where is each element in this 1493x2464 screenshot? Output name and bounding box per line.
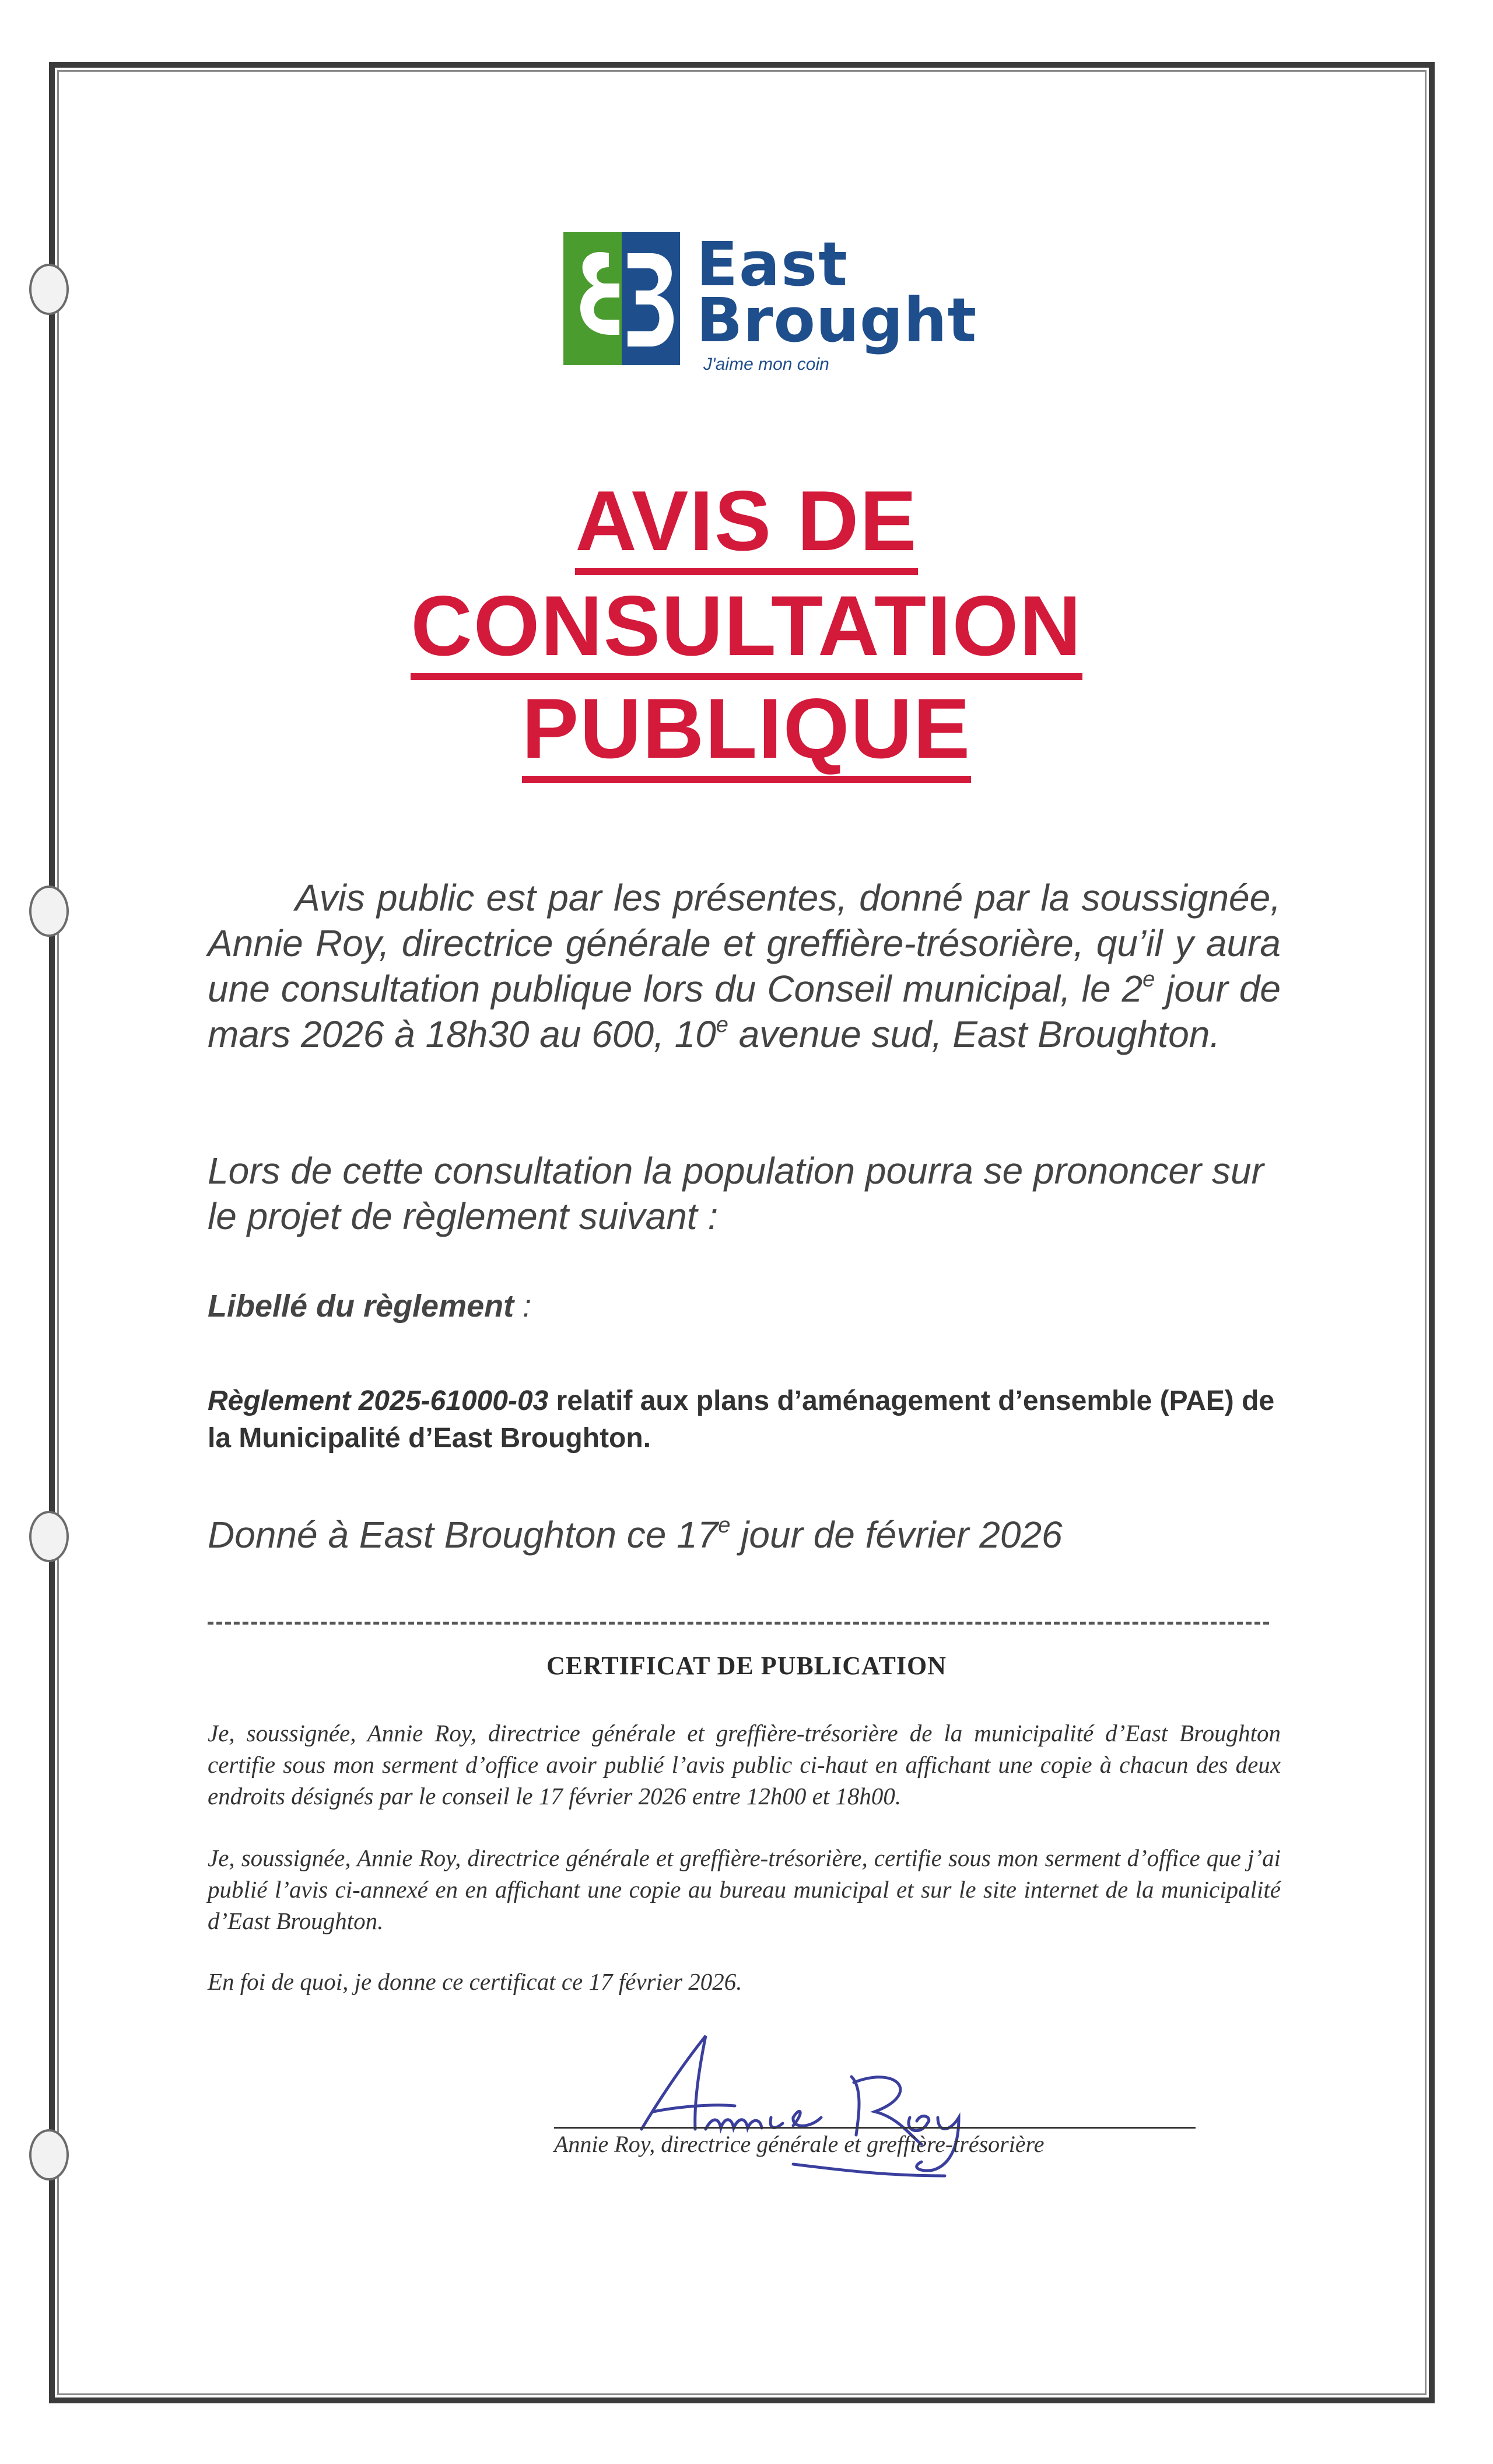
given-text: Donné à East Broughton ce 17	[208, 1514, 719, 1556]
eb-monogram-icon	[563, 232, 680, 365]
punch-hole	[29, 886, 69, 937]
reglement-number: Règlement 2025-61000-03	[208, 1385, 549, 1416]
superscript: e	[716, 1012, 728, 1037]
logo-tagline: J'aime mon coin	[703, 355, 829, 374]
given-date-line	[208, 1513, 1063, 1556]
title-line-1	[0, 473, 1493, 575]
notice-paragraph	[208, 875, 1281, 1057]
reglement-description	[208, 1382, 1281, 1457]
punch-hole	[29, 2129, 69, 2180]
consultation-paragraph: Lors de cette consultation la population pourra se prononcer sur le projet de règlement suivant :	[208, 1150, 1264, 1237]
notice-text: jour de mars 2026 à 18h30 au 600, 10	[208, 968, 1281, 1055]
handwritten-signature	[618, 2030, 991, 2188]
certificate-paragraph-3: En foi de quoi, je donne ce certificat ce 17 février 2026.	[208, 1968, 742, 1995]
title-line-3	[0, 681, 1493, 783]
certificate-title: CERTIFICAT DE PUBLICATION	[546, 1651, 947, 1680]
reglement-text: relatif aux plans d’aménagement d’ensemble (PAE) de la Municipalité d’East Broughton.	[208, 1385, 1275, 1454]
logo-text-broughton: Brought	[696, 285, 977, 356]
municipal-logo	[563, 229, 977, 374]
title-text: PUBLIQUE	[522, 686, 971, 783]
logo-text-east: East	[696, 229, 849, 300]
signature-line	[554, 2127, 1196, 2129]
dashed-divider	[208, 1622, 1269, 1625]
punch-hole	[29, 264, 69, 315]
label-colon: :	[514, 1289, 532, 1324]
signature-caption: Annie Roy, directrice générale et greffière-trésorière	[554, 2131, 1045, 2157]
label-bold: Libellé du règlement	[208, 1289, 514, 1324]
certificate-paragraph-1: Je, soussignée, Annie Roy, directrice générale et greffière-trésorière de la municipalité d’East Broughton certifie sous mon serment d’office avoir publié l’avis public ci-haut en affichant une copie à chacun des deux endroits désignés par le conseil le 17 février 2026 entre 12h00 et 18h00.	[208, 1720, 1281, 1810]
punch-hole	[29, 1511, 69, 1562]
title-text: AVIS DE	[575, 478, 917, 575]
notice-text: avenue sud, East Broughton.	[728, 1013, 1221, 1055]
reglement-label	[208, 1288, 531, 1324]
certificate-paragraph-2: Je, soussignée, Annie Roy, directrice générale et greffière-trésorière, certifie sous mon serment d’office que j’ai publié l’avis ci-annexé en en affichant une copie au bureau municipal et sur le site internet de la municipalité d’East Broughton.	[208, 1845, 1281, 1934]
title-line-2	[0, 578, 1493, 680]
superscript: e	[1142, 967, 1155, 992]
superscript: e	[718, 1513, 731, 1538]
given-text: jour de février 2026	[730, 1514, 1063, 1556]
title-text: CONSULTATION	[411, 583, 1082, 680]
notice-text: Avis public est par les présentes, donné par la soussignée, Annie Roy, directrice générale et greffière-trésorière, qu’il y aura une consultation publique lors du Conseil municipal, le 2	[208, 877, 1281, 1010]
